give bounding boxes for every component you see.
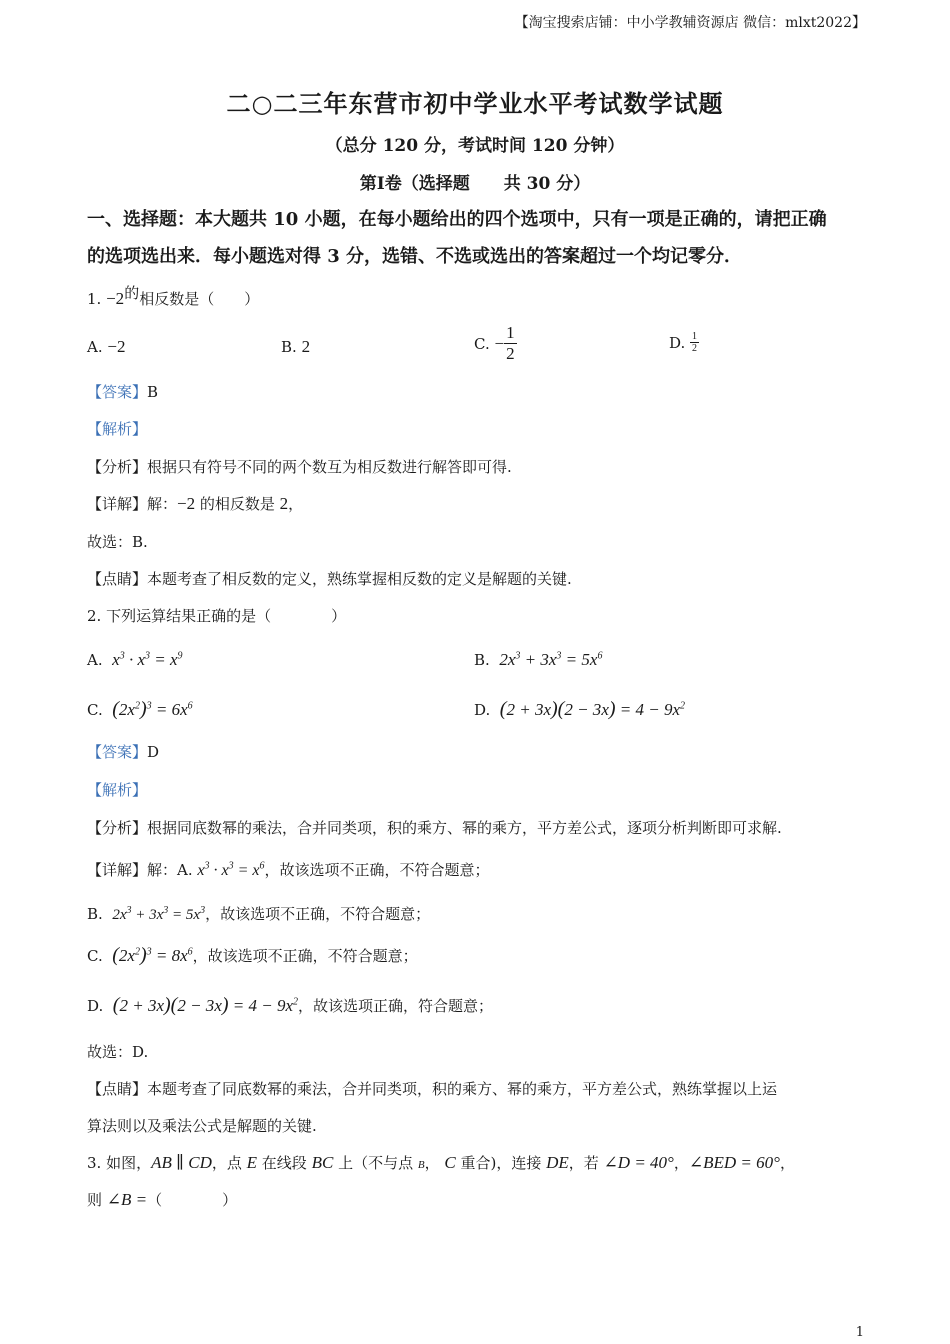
q2-detail-b: B. $2x^3 + 3x^3 = 5x^3$，故该选项不正确，不符合题意； <box>87 905 431 923</box>
option-a: A. $x^3 \cdot x^3 = x^9$ <box>87 650 183 669</box>
stem-text: 相反数是（ ） <box>139 290 260 308</box>
question-3-stem-line2: 则 ∠B =（ ） <box>87 1190 238 1209</box>
question-3-stem-line1: 3. 如图，AB ∥ CD，点 E 在线段 BC 上（不与点 B， C 重合)，连接 DE，若 ∠D = 40°，∠BED = 60°， <box>87 1153 795 1172</box>
q1-answer: 【答案】B <box>87 383 159 401</box>
option-c: C. $(2x^2)^3 = 6x^6$ <box>87 698 193 720</box>
section-heading-line1: 一、选择题：本大题共 10 小题，在每小题给出的四个选项中，只有一项是正确的，请把正确 <box>87 209 827 230</box>
option-d: D. $\frac{1}{2}$ <box>669 331 698 354</box>
volume-heading: 第Ⅰ卷（选择题 共 30 分） <box>359 174 591 194</box>
q2-detail-d: D. $(2 + 3x)(2 - 3x) = 4 - 9x^2$，故该选项正确，符合题意； <box>87 994 494 1016</box>
option-a: A. −2 <box>87 337 126 356</box>
exam-info: （总分 120 分，考试时间 120 分钟） <box>325 136 625 156</box>
q1-analysis-tag: 【解析】 <box>87 420 148 438</box>
q1-comment: 【点睛】本题考查了相反数的定义，熟练掌握相反数的定义是解题的关键. <box>87 570 572 588</box>
q2-choose: 故选：D. <box>87 1043 149 1061</box>
q2-detail-a: 【详解】解：A. $x^3 \cdot x^3 = x^6$，故该选项不正确，不符合题意； <box>87 860 490 879</box>
option-b: B. $2x^3 + 3x^3 = 5x^6$ <box>474 650 603 669</box>
section-heading-line2: 的选项选出来．每小题选对得 3 分，选错、不选或选出的答案超过一个均记零分． <box>87 246 743 267</box>
q2-fenxi: 【分析】根据同底数幂的乘法，合并同类项，积的乘方、幂的乘方，平方差公式，逐项分析判断即可求解. <box>87 819 782 837</box>
fraction: $\frac{1}{2}$ <box>692 331 698 354</box>
stem-text: 的 <box>124 284 140 302</box>
page-number: 1 <box>855 1325 864 1340</box>
option-d: D. $(2 + 3x)(2 - 3x) = 4 - 9x^2$ <box>474 698 686 720</box>
math-expression: −2 <box>106 289 125 308</box>
q2-detail-c: C. $(2x^2)^3 = 8x^6$，故该选项不正确，不符合题意； <box>87 944 418 966</box>
question-1-stem <box>87 284 260 309</box>
page-header: 【淘宝搜索店铺：中小学教辅资源店 微信：mlxt2022】 <box>514 15 866 31</box>
q2-answer: 【答案】D <box>87 743 160 761</box>
q2-analysis-tag: 【解析】 <box>87 781 148 799</box>
q1-fenxi: 【分析】根据只有符号不同的两个数互为相反数进行解答即可得. <box>87 458 512 476</box>
question-number: 1. <box>87 290 102 308</box>
q2-comment-line2: 算法则以及乘法公式是解题的关键. <box>87 1117 317 1135</box>
q1-choose: 故选：B. <box>87 533 148 551</box>
page-title: 二○二三年东营市初中学业水平考试数学试题 <box>226 89 724 118</box>
option-b: B. 2 <box>281 337 311 356</box>
q1-detail: 【详解】解：−2 的相反数是 2， <box>87 494 304 513</box>
fraction: $\frac{1}{2}$ <box>506 323 515 363</box>
option-c: C. − $\frac{1}{2}$ <box>474 323 515 363</box>
q2-comment-line1: 【点睛】本题考查了同底数幂的乘法，合并同类项，积的乘方、幂的乘方，平方差公式，熟练掌握以上运 <box>87 1080 778 1098</box>
question-2-stem: 2. 下列运算结果正确的是（ ） <box>87 607 347 625</box>
